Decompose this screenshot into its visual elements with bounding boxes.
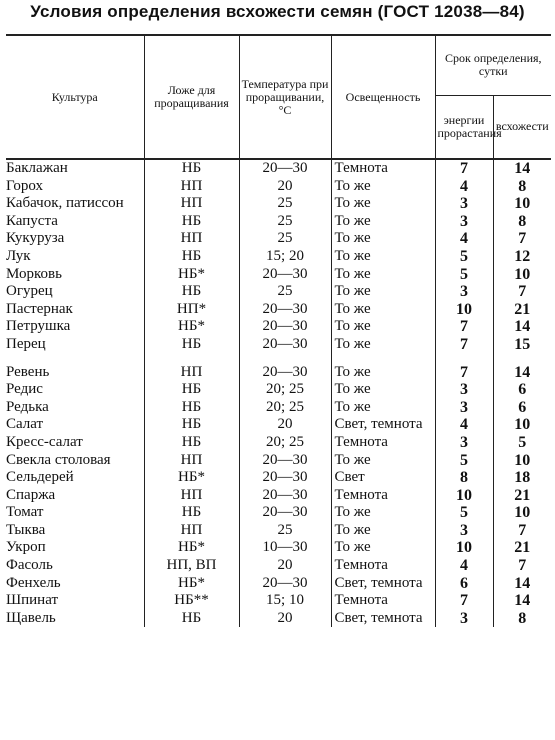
cell-crop: Салат	[6, 416, 44, 433]
page-title: Условия определения всхожести семян (ГОСТ 12038—84)	[30, 2, 525, 21]
cell-germ: 14	[493, 318, 551, 336]
cell-light: То же	[331, 364, 435, 382]
cell-temp: 20; 25	[239, 399, 331, 417]
cell-germ: 21	[493, 301, 551, 319]
cell-energy: 3	[435, 399, 493, 417]
cell-light: То же	[331, 213, 435, 231]
cell-crop: Кабачок, патиссон	[6, 195, 124, 212]
cell-temp: 25	[239, 213, 331, 231]
cell-germ: 10	[493, 195, 551, 213]
cell-germ: 15	[493, 336, 551, 354]
cell-temp: 15; 20	[239, 248, 331, 266]
cell-bed: НБ	[144, 399, 239, 417]
cell-energy: 10	[435, 539, 493, 557]
cell-energy: 3	[435, 434, 493, 452]
cell-energy: 4	[435, 416, 493, 434]
cell-bed: НБ	[144, 610, 239, 628]
cell-energy: 3	[435, 195, 493, 213]
cell-germ: 12	[493, 248, 551, 266]
header-bed: Ложе для проращивания	[144, 35, 239, 159]
cell-temp: 20—30	[239, 301, 331, 319]
cell-temp: 20—30	[239, 487, 331, 505]
cell-energy: 3	[435, 610, 493, 628]
table-row	[6, 364, 551, 382]
cell-energy: 3	[435, 522, 493, 540]
table-row	[6, 248, 551, 266]
cell-light: То же	[331, 522, 435, 540]
table-header	[6, 35, 551, 159]
cell-crop: Шпинат	[6, 592, 59, 609]
table-row	[6, 452, 551, 470]
cell-bed: НП	[144, 195, 239, 213]
cell-bed: НП	[144, 487, 239, 505]
cell-energy: 4	[435, 557, 493, 575]
cell-light: Свет, темнота	[331, 610, 435, 628]
cell-energy: 8	[435, 469, 493, 487]
cell-germ: 8	[493, 610, 551, 628]
table-row	[6, 381, 551, 399]
cell-bed: НБ	[144, 381, 239, 399]
table-row	[6, 592, 551, 610]
cell-energy: 6	[435, 575, 493, 593]
cell-bed: НБ	[144, 416, 239, 434]
table-body	[6, 159, 551, 627]
cell-crop: Спаржа	[6, 486, 56, 503]
cell-germ: 21	[493, 487, 551, 505]
cell-energy: 3	[435, 283, 493, 301]
cell-crop: Кресс-салат	[6, 433, 83, 450]
cell-bed: НП	[144, 230, 239, 248]
cell-light: То же	[331, 195, 435, 213]
cell-bed: НБ*	[144, 266, 239, 284]
cell-temp: 20—30	[239, 469, 331, 487]
table-row	[6, 159, 551, 178]
cell-light: Свет	[331, 469, 435, 487]
cell-light: То же	[331, 248, 435, 266]
cell-energy: 3	[435, 213, 493, 231]
cell-bed: НБ*	[144, 469, 239, 487]
cell-germ: 10	[493, 266, 551, 284]
cell-crop: Морковь	[6, 265, 62, 282]
cell-energy: 4	[435, 230, 493, 248]
group-gap	[6, 354, 551, 364]
cell-crop: Кукуруза	[6, 230, 65, 247]
cell-light: То же	[331, 399, 435, 417]
cell-germ: 8	[493, 213, 551, 231]
cell-temp: 10—30	[239, 539, 331, 557]
cell-germ: 10	[493, 504, 551, 522]
cell-crop: Свекла столовая	[6, 451, 111, 468]
cell-temp: 25	[239, 230, 331, 248]
table-row	[6, 213, 551, 231]
cell-temp: 15; 10	[239, 592, 331, 610]
cell-crop: Петрушка	[6, 318, 71, 335]
cell-crop: Щавель	[6, 609, 56, 626]
cell-temp: 20	[239, 610, 331, 628]
cell-energy: 7	[435, 592, 493, 610]
table-row	[6, 195, 551, 213]
cell-crop: Лук	[6, 247, 31, 264]
cell-bed: НБ	[144, 159, 239, 178]
cell-light: Темнота	[331, 557, 435, 575]
cell-energy: 5	[435, 266, 493, 284]
table-row	[6, 434, 551, 452]
table-row	[6, 557, 551, 575]
table-row	[6, 283, 551, 301]
cell-crop: Огурец	[6, 283, 53, 300]
cell-bed: НБ	[144, 213, 239, 231]
cell-energy: 4	[435, 178, 493, 196]
cell-crop: Фасоль	[6, 557, 53, 574]
cell-temp: 20—30	[239, 318, 331, 336]
cell-light: То же	[331, 301, 435, 319]
cell-light: Свет, темнота	[331, 416, 435, 434]
cell-germ: 8	[493, 178, 551, 196]
header-period: Срок определения, сутки	[435, 35, 551, 95]
cell-temp: 20—30	[239, 504, 331, 522]
cell-bed: НБ*	[144, 575, 239, 593]
cell-energy: 5	[435, 248, 493, 266]
table-row	[6, 318, 551, 336]
cell-light: То же	[331, 230, 435, 248]
cell-bed: НБ	[144, 336, 239, 354]
table-row	[6, 178, 551, 196]
cell-germ: 10	[493, 452, 551, 470]
header-temp: Температура при проращивании, °С	[239, 35, 331, 159]
cell-germ: 7	[493, 283, 551, 301]
cell-bed: НБ	[144, 248, 239, 266]
table-row	[6, 469, 551, 487]
table-row	[6, 539, 551, 557]
cell-crop: Капуста	[6, 212, 58, 229]
cell-germ: 5	[493, 434, 551, 452]
cell-light: То же	[331, 318, 435, 336]
cell-light: То же	[331, 452, 435, 470]
cell-bed: НБ	[144, 283, 239, 301]
cell-germ: 14	[493, 575, 551, 593]
table-row	[6, 266, 551, 284]
header-germ: всхожести	[493, 95, 551, 159]
cell-crop: Томат	[6, 504, 44, 521]
cell-germ: 14	[493, 159, 551, 178]
cell-bed: НП	[144, 522, 239, 540]
cell-germ: 14	[493, 364, 551, 382]
cell-germ: 18	[493, 469, 551, 487]
cell-temp: 20—30	[239, 159, 331, 178]
cell-temp: 20	[239, 178, 331, 196]
cell-energy: 7	[435, 318, 493, 336]
cell-temp: 25	[239, 283, 331, 301]
cell-crop: Перец	[6, 335, 46, 352]
cell-energy: 5	[435, 504, 493, 522]
table-row	[6, 522, 551, 540]
cell-germ: 6	[493, 399, 551, 417]
cell-light: Темнота	[331, 434, 435, 452]
cell-crop: Баклажан	[6, 160, 68, 176]
cell-crop: Горох	[6, 177, 43, 194]
cell-crop: Редис	[6, 381, 43, 398]
cell-energy: 7	[435, 364, 493, 382]
cell-crop: Фенхель	[6, 574, 61, 591]
cell-temp: 20—30	[239, 452, 331, 470]
cell-bed: НБ	[144, 504, 239, 522]
cell-light: То же	[331, 504, 435, 522]
germination-table	[6, 34, 551, 627]
cell-temp: 20—30	[239, 364, 331, 382]
table-row	[6, 416, 551, 434]
cell-germ: 14	[493, 592, 551, 610]
cell-germ: 7	[493, 522, 551, 540]
table-row	[6, 230, 551, 248]
table-row	[6, 301, 551, 319]
cell-energy: 10	[435, 487, 493, 505]
cell-light: Темнота	[331, 159, 435, 178]
table-row	[6, 399, 551, 417]
cell-light: То же	[331, 266, 435, 284]
cell-crop: Ревень	[6, 363, 50, 380]
cell-germ: 6	[493, 381, 551, 399]
cell-crop: Укроп	[6, 539, 46, 556]
table-row	[6, 487, 551, 505]
cell-light: То же	[331, 283, 435, 301]
cell-bed: НБ	[144, 434, 239, 452]
cell-bed: НП	[144, 364, 239, 382]
cell-germ: 21	[493, 539, 551, 557]
cell-temp: 20; 25	[239, 434, 331, 452]
cell-bed: НБ*	[144, 318, 239, 336]
cell-light: Темнота	[331, 592, 435, 610]
cell-crop: Пастернак	[6, 300, 73, 317]
cell-bed: НБ*	[144, 539, 239, 557]
cell-crop: Сельдерей	[6, 469, 74, 486]
cell-temp: 25	[239, 522, 331, 540]
cell-light: То же	[331, 336, 435, 354]
header-energy: энергии прорастания	[435, 95, 493, 159]
cell-light: То же	[331, 178, 435, 196]
cell-temp: 20	[239, 416, 331, 434]
cell-crop: Тыква	[6, 521, 46, 538]
cell-temp: 20—30	[239, 266, 331, 284]
cell-light: Свет, темнота	[331, 575, 435, 593]
cell-temp: 20—30	[239, 575, 331, 593]
cell-temp: 20	[239, 557, 331, 575]
header-light: Освещенность	[331, 35, 435, 159]
cell-temp: 20; 25	[239, 381, 331, 399]
cell-bed: НБ**	[144, 592, 239, 610]
header-crop: Культура	[6, 35, 144, 159]
table-row	[6, 336, 551, 354]
cell-temp: 20—30	[239, 336, 331, 354]
cell-bed: НП	[144, 178, 239, 196]
cell-energy: 10	[435, 301, 493, 319]
cell-energy: 5	[435, 452, 493, 470]
cell-germ: 7	[493, 557, 551, 575]
cell-light: Темнота	[331, 487, 435, 505]
cell-bed: НП, ВП	[144, 557, 239, 575]
cell-energy: 7	[435, 336, 493, 354]
cell-energy: 3	[435, 381, 493, 399]
table-row	[6, 575, 551, 593]
table-row	[6, 504, 551, 522]
cell-germ: 10	[493, 416, 551, 434]
cell-germ: 7	[493, 230, 551, 248]
cell-light: То же	[331, 381, 435, 399]
cell-light: То же	[331, 539, 435, 557]
table-row	[6, 610, 551, 628]
cell-temp: 25	[239, 195, 331, 213]
cell-bed: НП*	[144, 301, 239, 319]
cell-energy: 7	[435, 159, 493, 178]
cell-bed: НП	[144, 452, 239, 470]
cell-crop: Редька	[6, 398, 49, 415]
